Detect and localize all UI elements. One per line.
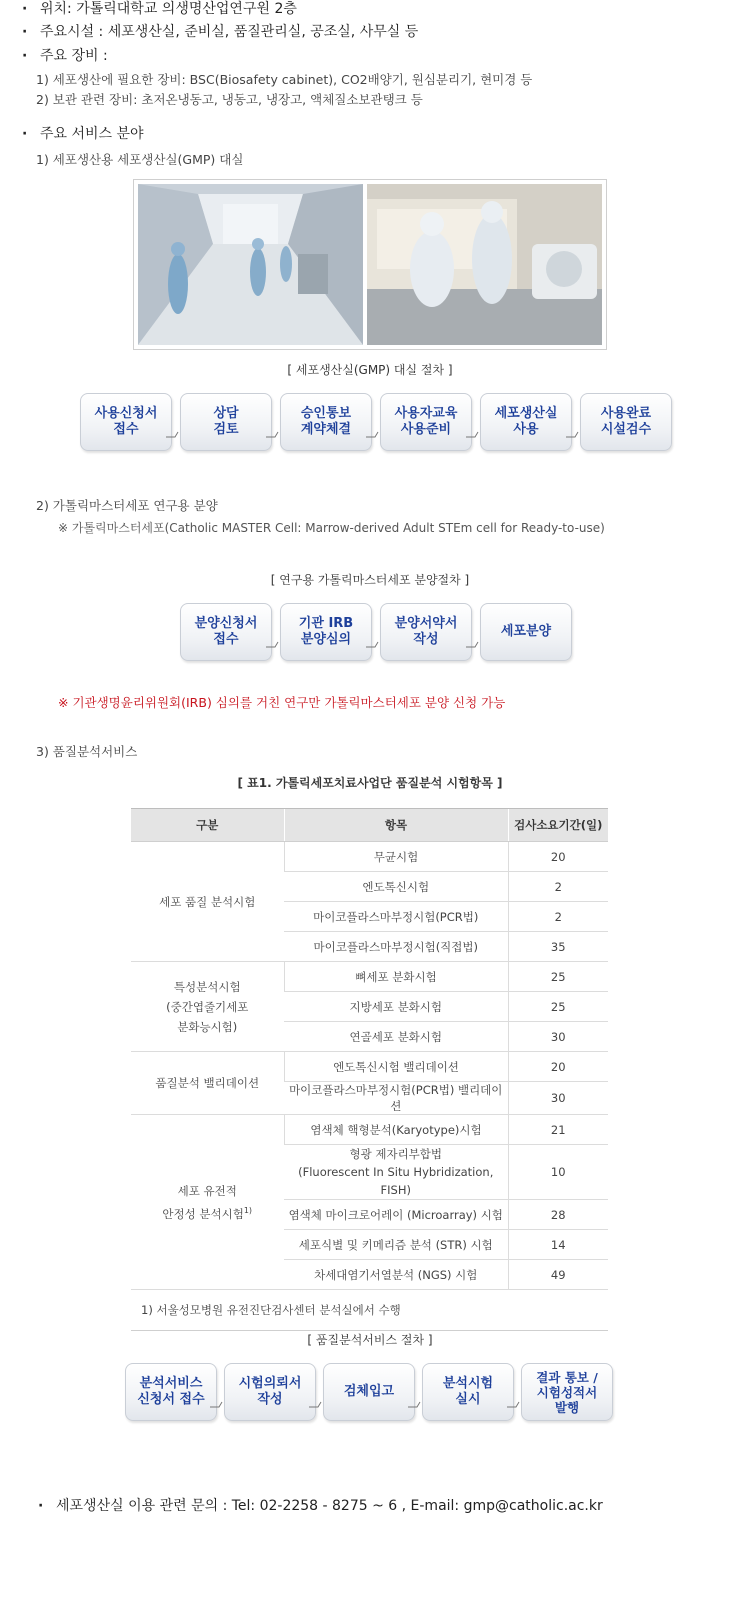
irb-warning: ※ 기관생명윤리위원회(IRB) 심의를 거친 연구만 가톨릭마스터세포 분양 신청 가능 <box>58 695 506 710</box>
bullet-dot: · <box>22 24 28 40</box>
location-text: 위치: 가톨릭대학교 의생명산업연구원 2층 <box>40 1 297 17</box>
bullet-dot: · <box>22 1 28 17</box>
chevron-right-icon <box>466 638 480 652</box>
table-row <box>131 1115 608 1145</box>
column-header-category: 구분 <box>131 809 284 842</box>
table-header-row <box>131 809 608 842</box>
days-cell: 10 <box>508 1145 608 1200</box>
gmp-step-5: 세포생산실 사용 <box>480 393 572 451</box>
item-cell: 마이코플라스마부정시험(PCR법) 밸리데이션 <box>284 1082 508 1115</box>
gmp-step-2: 상담 검토 <box>180 393 272 451</box>
qa-step-3: 검체입고 <box>323 1363 415 1421</box>
item-cell: 염색체 마이크로어레이 (Microarray) 시험 <box>284 1200 508 1230</box>
days-cell: 2 <box>508 902 608 932</box>
master-cell-note: ※ 가톨릭마스터세포(Catholic MASTER Cell: Marrow-derived Adult STEm cell for Ready-to-use) <box>58 521 605 535</box>
bullet-dot: · <box>22 126 28 142</box>
chevron-right-icon <box>266 428 280 442</box>
chevron-right-icon <box>166 428 180 442</box>
table-row <box>131 842 608 872</box>
column-header-item: 항목 <box>284 809 508 842</box>
chevron-right-icon <box>466 428 480 442</box>
table-footnote: 1) 서울성모병원 유전진단검사센터 분석실에서 수행 <box>131 1290 608 1331</box>
days-cell: 14 <box>508 1230 608 1260</box>
chevron-right-icon <box>507 1398 521 1412</box>
master-step-4: 세포분양 <box>480 603 572 661</box>
gmp-step-3: 승인통보 계약체결 <box>280 393 372 451</box>
master-step-1: 분양신청서 접수 <box>180 603 272 661</box>
item-cell: 연골세포 분화시험 <box>284 1022 508 1052</box>
qa-step-5: 결과 통보 / 시험성적서 발행 <box>521 1363 613 1421</box>
chevron-right-icon <box>210 1398 224 1412</box>
chevron-right-icon <box>566 428 580 442</box>
master-cell-procedure-caption: [ 연구용 가톨릭마스터세포 분양절차 ] <box>270 573 470 587</box>
qa-step-2: 시험의뢰서 작성 <box>224 1363 316 1421</box>
group-cell-validation: 품질분석 밸리데이션 <box>131 1052 284 1115</box>
chevron-right-icon <box>266 638 280 652</box>
item-cell: 뼈세포 분화시험 <box>284 962 508 992</box>
days-cell: 49 <box>508 1260 608 1290</box>
master-step-3: 분양서약서 작성 <box>380 603 472 661</box>
group-cell-characterization: 특성분석시험 (중간엽줄기세포 분화능시험) <box>131 962 284 1052</box>
chevron-right-icon <box>408 1398 422 1412</box>
location-line <box>22 0 297 18</box>
days-cell: 35 <box>508 932 608 962</box>
chevron-right-icon <box>309 1398 323 1412</box>
item-cell: 형광 제자리부합법 (Fluorescent In Situ Hybridization, FISH) <box>284 1145 508 1200</box>
master-cell-heading: 2) 가톨릭마스터세포 연구용 분양 <box>36 498 218 513</box>
item-cell: 엔도톡신시험 <box>284 872 508 902</box>
days-cell: 30 <box>508 1022 608 1052</box>
services-title-line <box>22 123 144 143</box>
item-cell: 차세대염기서열분석 (NGS) 시험 <box>284 1260 508 1290</box>
days-cell: 20 <box>508 1052 608 1082</box>
group-name-genetic-stability: 세포 유전적 안정성 분석시험 <box>162 1183 244 1221</box>
equipment-item-2: 2) 보관 관련 장비: 초저온냉동고, 냉동고, 냉장고, 액체질소보관탱크 등 <box>36 92 423 107</box>
qa-step-1: 분석서비스 신청서 접수 <box>125 1363 217 1421</box>
services-title: 주요 서비스 분야 <box>40 126 144 142</box>
master-step-2: 기관 IRB 분양심의 <box>280 603 372 661</box>
days-cell: 30 <box>508 1082 608 1115</box>
days-cell: 21 <box>508 1115 608 1145</box>
gmp-step-1: 사용신청서 접수 <box>80 393 172 451</box>
cleanroom-photo-bsc <box>367 184 602 345</box>
days-cell: 25 <box>508 992 608 1022</box>
column-header-days: 검사소요기간(일) <box>508 809 608 842</box>
equipment-line <box>22 45 108 65</box>
chevron-right-icon <box>366 428 380 442</box>
contact-line <box>38 1495 603 1515</box>
footnote-marker: 1) <box>243 1205 253 1215</box>
group-cell-genetic-stability <box>131 1115 284 1290</box>
facilities-line <box>22 21 418 41</box>
qa-test-table <box>131 808 608 1331</box>
group-cell-quality: 세포 품질 분석시험 <box>131 842 284 962</box>
qa-step-4: 분석시험 실시 <box>422 1363 514 1421</box>
equipment-item-1: 1) 세포생산에 필요한 장비: BSC(Biosafety cabinet), CO2배양기, 원심분리기, 현미경 등 <box>36 72 533 87</box>
table-row <box>131 962 608 992</box>
qa-procedure-caption: [ 품질분석서비스 절차 ] <box>307 1333 433 1347</box>
days-cell: 20 <box>508 842 608 872</box>
days-cell: 2 <box>508 872 608 902</box>
gmp-heading: 1) 세포생산용 세포생산실(GMP) 대실 <box>36 152 244 167</box>
item-cell: 염색체 핵형분석(Karyotype)시험 <box>284 1115 508 1145</box>
table-footnote-row <box>131 1290 608 1331</box>
days-cell: 28 <box>508 1200 608 1230</box>
item-cell: 마이코플라스마부정시험(직접법) <box>284 932 508 962</box>
equipment-title: 주요 장비 : <box>40 48 108 64</box>
facilities-text: 주요시설 : 세포생산실, 준비실, 품질관리실, 공조실, 사무실 등 <box>40 24 419 40</box>
item-cell: 무균시험 <box>284 842 508 872</box>
item-cell: 지방세포 분화시험 <box>284 992 508 1022</box>
qa-table-caption: [ 표1. 가톨릭세포치료사업단 품질분석 시험항목 ] <box>237 776 503 790</box>
qa-heading: 3) 품질분석서비스 <box>36 744 138 759</box>
gmp-step-6: 사용완료 시설검수 <box>580 393 672 451</box>
chevron-right-icon <box>366 638 380 652</box>
bullet-dot: · <box>38 1498 44 1514</box>
item-cell: 마이코플라스마부정시험(PCR법) <box>284 902 508 932</box>
table-row <box>131 1052 608 1082</box>
item-cell: 세포식별 및 키메리즘 분석 (STR) 시험 <box>284 1230 508 1260</box>
gmp-procedure-caption: [ 세포생산실(GMP) 대실 절차 ] <box>287 363 453 377</box>
cleanroom-photos <box>133 179 607 350</box>
days-cell: 25 <box>508 962 608 992</box>
cleanroom-photo-corridor <box>138 184 363 345</box>
item-cell: 엔도톡신시험 밸리데이션 <box>284 1052 508 1082</box>
bullet-dot: · <box>22 48 28 64</box>
contact-text: 세포생산실 이용 관련 문의 : Tel: 02-2258 - 8275 ~ 6 , E-mail: gmp@catholic.ac.kr <box>56 1498 603 1514</box>
gmp-step-4: 사용자교육 사용준비 <box>380 393 472 451</box>
